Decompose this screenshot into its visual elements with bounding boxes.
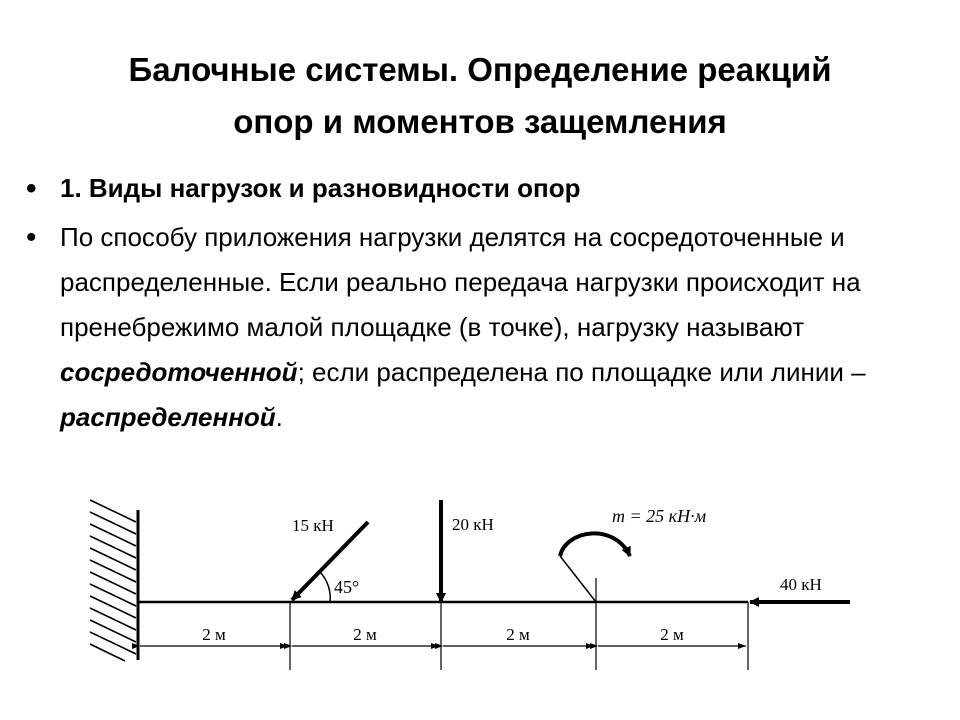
bullet-text-part-1: По способу приложения нагрузки делятся на сосредоточенные и распределенные. Если реально передача нагрузки происходит на пренебрежимо малой площадке (в точке), нагрузку называют bbox=[60, 222, 861, 342]
title-line-1: Балочные системы. Определение реакций bbox=[128, 51, 832, 88]
force-40kn-label: 40 кН bbox=[780, 575, 822, 594]
emphasis-concentrated: сосредоточенной bbox=[60, 357, 298, 387]
title-line-2: опор и моментов защемления bbox=[233, 103, 727, 140]
bullet-item-1: • 1. Виды нагрузок и разновидности опор bbox=[22, 166, 922, 211]
emphasis-distributed: распределенной bbox=[60, 402, 276, 432]
angle-arc bbox=[320, 572, 330, 602]
fixed-wall-support bbox=[90, 500, 138, 661]
moment-arrow bbox=[560, 533, 630, 602]
angle-45-label: 45° bbox=[334, 577, 360, 597]
span-label-4: 2 м bbox=[660, 625, 684, 644]
bullet-text-part-2: ; если распределена по площадке или линии – bbox=[297, 357, 866, 387]
force-20kn-label: 20 кН bbox=[452, 515, 494, 534]
wall-hatching bbox=[90, 500, 136, 661]
force-15kn-label: 15 кН bbox=[292, 516, 334, 535]
span-label-2: 2 м bbox=[353, 625, 377, 644]
span-label-3: 2 м bbox=[506, 625, 530, 644]
bullet-text-part-3: . bbox=[275, 402, 283, 432]
span-label-1: 2 м bbox=[202, 625, 226, 644]
moment-label: m = 25 кН·м bbox=[612, 506, 707, 526]
